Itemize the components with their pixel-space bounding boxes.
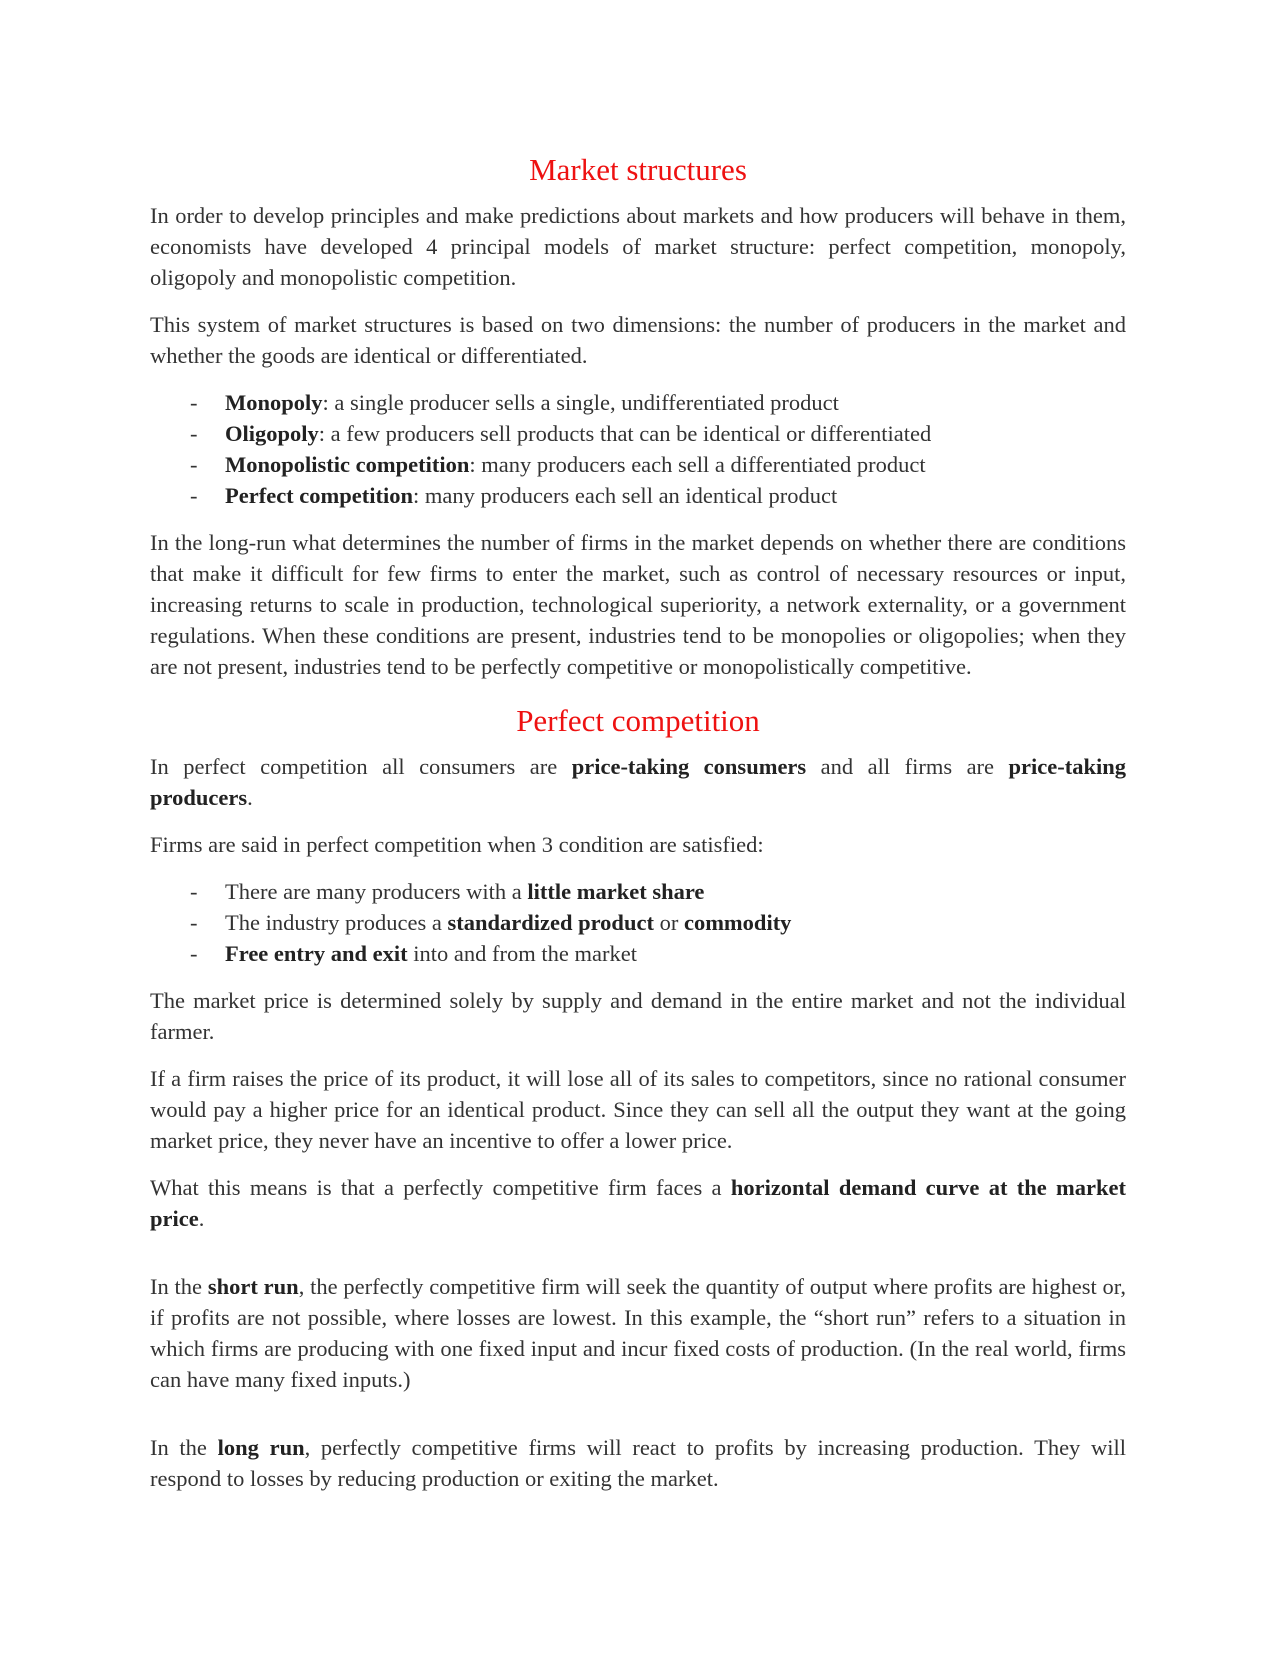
conditions-list [150,876,1126,969]
list-item-oligopoly [150,418,1126,449]
list-dash: - [190,910,198,935]
paragraph-demand-curve: What this means is that a perfectly competitive firm faces a horizontal demand curve at the market price. [150,1175,1126,1231]
paragraph-long-run-structure: In the long-run what determines the number of firms in the market depends on whether there are conditions that make it difficult for few firms to enter the market, such as control of necessary resources or input, increasing returns to scale in production, technological superiority, a network externality, or a government regulations. When these conditions are present, industries tend to be monopolies or oligopolies; when they are not present, industries tend to be perfectly competitive or monopolistically competitive. [150,530,1126,679]
paragraph-price-taking: In perfect competition all consumers are price-taking consumers and all firms are price-taking producers. [150,754,1127,810]
list-dash: - [190,879,198,904]
heading-perfect-competition: Perfect competition [516,703,760,738]
list-dash: - [190,483,198,508]
paragraph-dimensions: This system of market structures is based on two dimensions: the number of producers in the market and whether the goods are identical or differentiated. [150,312,1126,368]
paragraph-market-price: The market price is determined solely by supply and demand in the entire market and not the individual farmer. [150,988,1126,1044]
condition-item: - Free entry and exit into and from the market [150,938,1126,969]
term-monopolistic-competition: Monopolistic competition [225,452,470,477]
term-oligopoly: Oligopoly [225,421,319,446]
term-description: : a few producers sell products that can be identical or differentiated [318,421,932,446]
term-perfect-competition: Perfect competition [225,483,414,508]
heading-market-structures: Market structures [529,152,747,187]
paragraph-short-run: In the short run, the perfectly competitive firm will seek the quantity of output where profits are highest or, if profits are not possible, where losses are lowest. In this example, the “short run” refers to a situation in which firms are producing with one fixed input and incur fixed costs of production. (In the real world, firms can have many fixed inputs.) [150,1274,1126,1392]
list-dash: - [190,390,198,415]
condition-item: - There are many producers with a little market share [150,876,1126,907]
term-monopoly: Monopoly [225,390,323,415]
document-page [150,150,1126,1510]
term-description: : a single producer sells a single, undifferentiated product [322,390,839,415]
term-description: : many producers each sell an identical product [413,483,838,508]
list-item-perfect-competition [150,480,1126,511]
list-item-monopoly [150,387,1126,418]
list-item-monopolistic-competition [150,449,1126,480]
paragraph-long-run: In the long run, perfectly competitive firms will react to profits by increasing production. They will respond to losses by reducing production or exiting the market. [150,1435,1126,1491]
term-description: : many producers each sell a differentiated product [469,452,926,477]
list-dash: - [190,941,198,966]
condition-item: - The industry produces a standardized product or commodity [150,907,1126,938]
market-structure-list [150,387,1126,511]
paragraph-intro: In order to develop principles and make predictions about markets and how producers will behave in them, economists have developed 4 principal models of market structure: perfect competition, monopoly, oligopoly and monopolistic competition. [150,203,1126,290]
list-dash: - [190,452,198,477]
paragraph-raise-price: If a firm raises the price of its product, it will lose all of its sales to competitors, since no rational consumer would pay a higher price for an identical product. Since they can sell all the output they want at the going market price, they never have an incentive to offer a lower price. [150,1066,1126,1153]
paragraph-conditions-intro: Firms are said in perfect competition when 3 condition are satisfied: [150,832,764,857]
list-dash: - [190,421,198,446]
